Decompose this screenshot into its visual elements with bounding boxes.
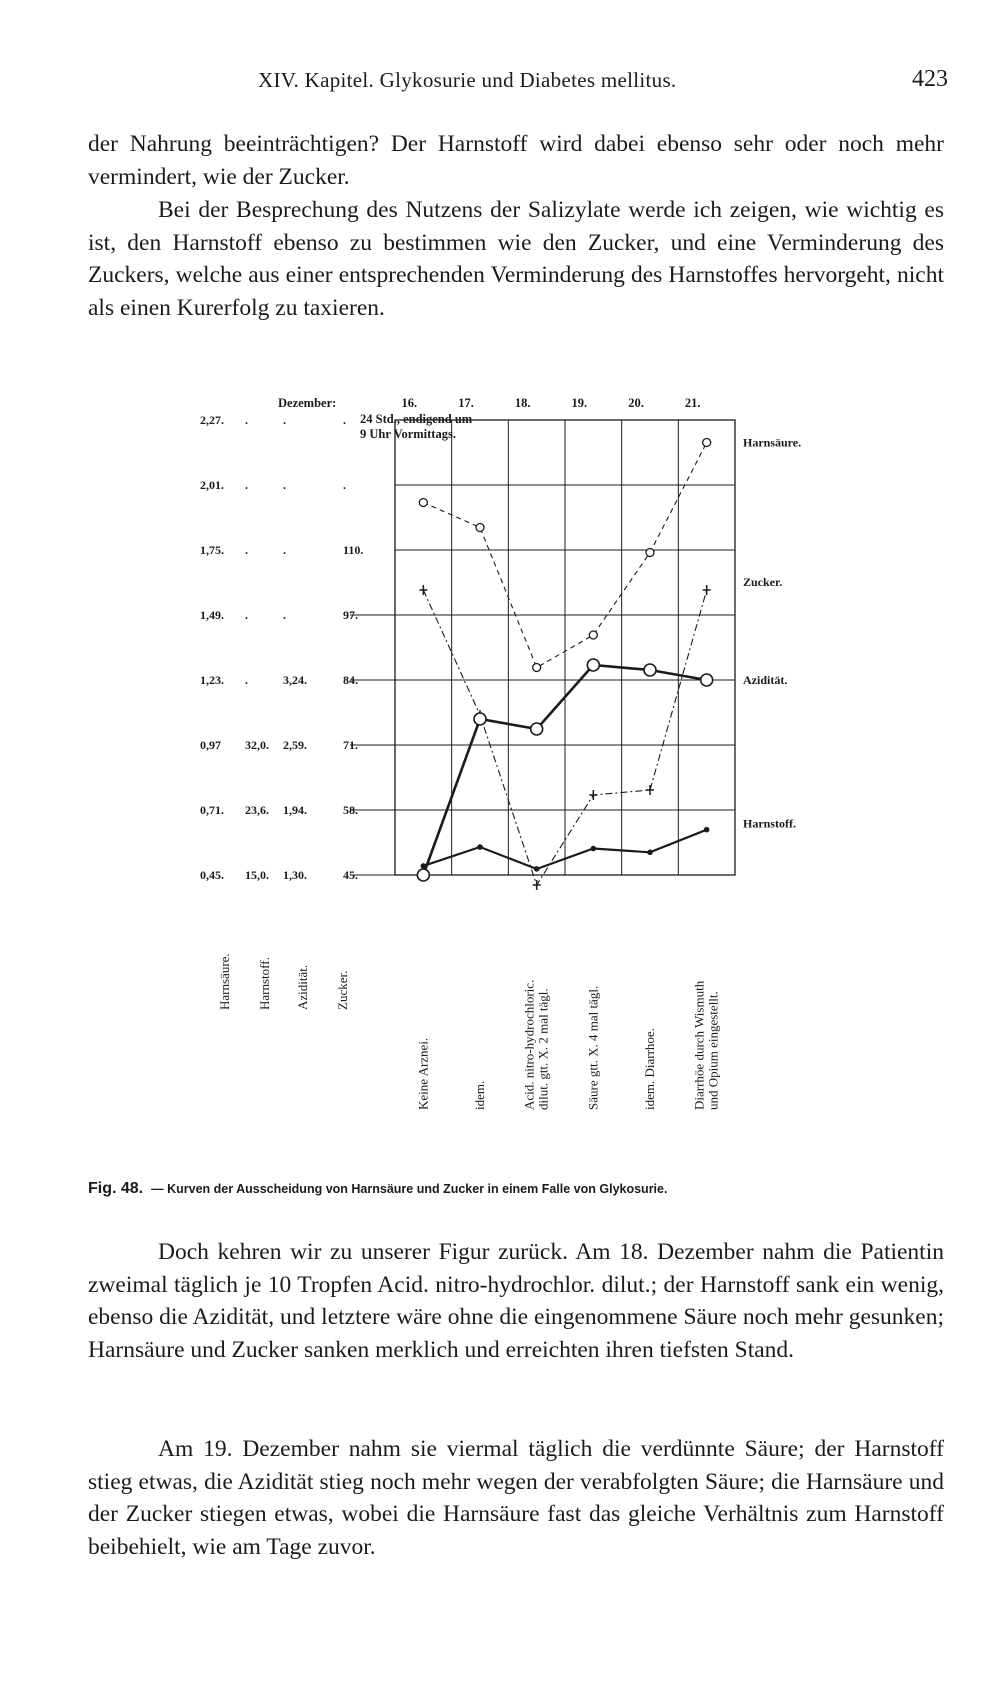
treatment-label: idem. <box>472 1080 487 1110</box>
day-label: 17. <box>458 396 474 410</box>
scale-value: . <box>283 543 286 557</box>
treatment-label: idem. Diarrhoe. <box>642 1028 657 1110</box>
scale-value: 32,0. <box>245 738 269 752</box>
harnsaeure-point <box>419 499 427 507</box>
scale-value: 3,24. <box>283 673 307 687</box>
harnstoff-point <box>534 866 540 872</box>
harnsaeure-point <box>703 439 711 447</box>
day-label: 16. <box>401 396 418 410</box>
aziditaet-point <box>701 674 713 686</box>
scale-value: . <box>245 608 248 622</box>
treatment-label: Säure gtt. X. 4 mal tägl. <box>585 985 601 1110</box>
period-label-line2: 9 Uhr Vormittags. <box>360 427 456 441</box>
scale-value: . <box>245 543 248 557</box>
scale-value: 2,01. <box>200 478 224 492</box>
day-label: 19. <box>571 396 588 410</box>
figure-caption <box>88 1180 948 1198</box>
paragraph-4: Am 19. Dezember nahm sie viermal täglich die verdünnte Säure; der Harnstoff stieg etwas, die Azidität stieg noch mehr wegen der verabfolgten Säure; die Harnsäure und der Zucker stiegen etwas, wobei die Harnsäure fast das gleiche Verhältnis zum Harnstoff beibehielt, wie am Tage zuvor. <box>88 1436 944 1560</box>
aziditaet-point <box>644 664 656 676</box>
aziditaet-point <box>531 723 543 735</box>
page-number: 423 <box>912 66 948 92</box>
scale-value: 0,97 <box>200 738 221 752</box>
figure-caption-text: — Kurven der Ausscheidung von Harnsäure und Zucker in einem Falle von Glykosurie. <box>151 1182 668 1196</box>
harnsaeure-point <box>476 524 484 532</box>
zucker-point <box>419 585 427 595</box>
scale-value: . <box>283 608 286 622</box>
scale-value: 23,6. <box>245 803 269 817</box>
day-label: 21. <box>684 396 701 410</box>
scale-value: . <box>283 478 286 492</box>
figure-48 <box>200 390 860 1180</box>
scale-value: 1,75. <box>200 543 224 557</box>
scale-value: . <box>343 413 346 427</box>
scale-value: 71. <box>343 738 358 752</box>
figure-number: Fig. 48. <box>88 1180 144 1197</box>
december-label: Dezember: <box>278 396 337 410</box>
aziditaet-label: Azidität. <box>743 673 788 687</box>
treatment-label: Acid. nitro-hydrochloric. <box>521 979 537 1110</box>
scale-value: 1,30. <box>283 868 307 882</box>
scale-value: 0,45. <box>200 868 224 882</box>
scale-value: 0,71. <box>200 803 224 817</box>
zucker-point <box>703 585 711 595</box>
scale-value: . <box>245 413 248 427</box>
aziditaet-point <box>587 659 599 671</box>
paragraph-2: Bei der Besprechung des Nutzens der Salizylate werde ich zeigen, wie wichtig es ist, den Harnstoff ebenso zu bestimmen wie den Zucker, und eine Verminderung des Zuckers, welche aus einer entsprechenden Verminderung des Harnstoffes hervorgeht, nicht als einen Kurerfolg zu taxieren. <box>88 197 944 321</box>
page-header <box>88 58 948 98</box>
day-label: 20. <box>628 396 644 410</box>
scale-value: 45. <box>343 868 358 882</box>
scale-value: 2,59. <box>283 738 307 752</box>
scale-value: . <box>245 478 248 492</box>
scale-value: 84. <box>343 673 358 687</box>
period-label-line1: 24 Std., endigend um <box>360 412 473 426</box>
harnstoff-point <box>477 844 483 850</box>
paragraph-1: der Nahrung beeinträchtigen? Der Harnstoff wird dabei ebenso sehr oder noch mehr vermindert, wie der Zucker. <box>88 131 944 190</box>
paragraph-3: Doch kehren wir zu unserer Figur zurück. Am 18. Dezember nahm die Patientin zweimal täglich je 10 Tropfen Acid. nitro-hydrochlor. dilut.; der Harnstoff sank ein wenig, ebenso die Azidität, und letztere wäre ohne die eingenommene Säure noch mehr gesunken; Harnsäure und Zucker sanken merklich und erreichten ihren tiefsten Stand. <box>88 1239 944 1363</box>
harnsaeure-point <box>533 664 541 672</box>
treatment-label: Diarrhöe durch Wismuth <box>691 980 707 1110</box>
scale-column-header: Zucker. <box>335 970 350 1010</box>
harnsaeure-point <box>589 631 597 639</box>
scale-value: . <box>343 478 346 492</box>
harnsaeure-point <box>646 549 654 557</box>
scale-value: 97. <box>343 608 358 622</box>
scale-value: 58. <box>343 803 358 817</box>
aziditaet-point <box>474 713 486 725</box>
scale-value: 110. <box>343 543 364 557</box>
running-title: XIV. Kapitel. Glykosurie und Diabetes mellitus. <box>258 68 677 92</box>
zucker-point <box>589 790 597 800</box>
harnstoff-point <box>591 846 597 852</box>
day-label: 18. <box>514 396 531 410</box>
scale-column-header: Harnsäure. <box>217 953 232 1010</box>
scale-value: 15,0. <box>245 868 269 882</box>
treatment-label: dilut. gtt. X. 2 mal tägl. <box>535 988 551 1110</box>
treatment-label: und Opium eingestellt. <box>705 991 721 1110</box>
scale-column-header: Azidität. <box>295 964 310 1010</box>
harnstoff-point <box>704 827 710 833</box>
scale-column-header: Harnstoff. <box>257 957 272 1010</box>
scale-value: 2,27. <box>200 413 224 427</box>
scale-value: 1,23. <box>200 673 224 687</box>
scale-value: 1,49. <box>200 608 224 622</box>
scale-value: . <box>245 673 248 687</box>
harnstoff-point <box>421 863 427 869</box>
zucker-label: Zucker. <box>743 575 783 589</box>
scale-value: . <box>283 413 286 427</box>
harnstoff-point <box>647 850 653 856</box>
scale-value: 1,94. <box>283 803 307 817</box>
aziditaet-point <box>417 869 429 881</box>
harnstoff-label: Harnstoff. <box>743 816 796 831</box>
harnsaeure-label: Harnsäure. <box>743 435 802 450</box>
treatment-label: Keine Arznei. <box>415 1037 431 1110</box>
zucker-point <box>646 785 654 795</box>
